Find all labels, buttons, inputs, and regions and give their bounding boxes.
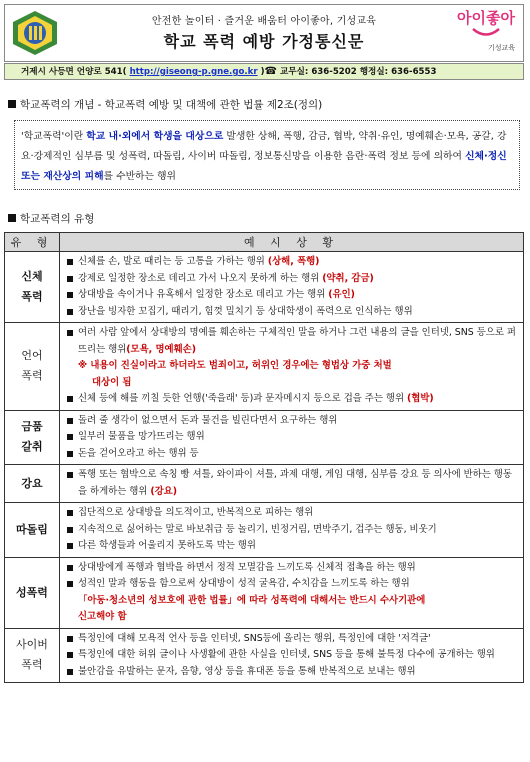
table-row: [5, 323, 524, 411]
type-cell: 신체 폭력: [5, 252, 60, 323]
example-cell: [60, 323, 524, 411]
brand-logo-text: 아이좋아: [457, 9, 515, 27]
table-row: [5, 465, 524, 503]
table-header-row: [5, 233, 524, 252]
school-address: 거제시 사등면 언양로 541(: [21, 67, 130, 77]
list-item: 다른 학생들과 어울리지 못하도록 막는 행위: [66, 538, 519, 555]
address-close: ): [257, 67, 265, 77]
brand-logo: [457, 11, 515, 57]
table-row: [5, 628, 524, 683]
smile-icon: [457, 26, 515, 40]
example-cell: [60, 557, 524, 628]
school-homepage-link[interactable]: http://giseong-p.gne.go.kr: [129, 67, 258, 77]
type-cell: 성폭력: [5, 557, 60, 628]
type-cell: 언어 폭력: [5, 323, 60, 411]
type-cell: 따돌림: [5, 503, 60, 558]
list-item: 강제로 일정한 장소로 데리고 가서 나오지 못하게 하는 행위 (약취, 감금): [66, 271, 519, 288]
list-item: 신체 등에 해를 끼칠 듯한 언행('죽을래' 등)과 문자메시지 등으로 겁을 주는 행위 (협박): [66, 391, 519, 408]
page-title: 학교 폭력 예방 가정통신문: [163, 32, 365, 51]
section-title-types: 학교폭력의 유형: [8, 211, 94, 226]
school-phone: 교무실: 636-5202 행정실: 636-6553: [277, 67, 437, 77]
legal-reference: 「아동·청소년의 성보호에 관한 법률」에 따라 성폭력에 대해서는 반드시 수사기관에 신고해야 함: [78, 594, 426, 622]
list-item: 돌려 줄 생각이 없으면서 돈과 물건을 빌린다면서 요구하는 행위: [66, 413, 519, 430]
list-item: 상대방에게 폭행과 협박을 하면서 정적 모멸감을 느끼도록 신체적 접촉을 하는 행위: [66, 560, 519, 577]
phone-icon: ☎: [264, 66, 277, 77]
table-row: [5, 557, 524, 628]
list-item: 특정인에 대해 모욕적 언사 등을 인터넷, SNS등에 올리는 행위, 특정인에 대한 '저격글': [66, 631, 519, 648]
table-row: [5, 410, 524, 465]
newsletter-header: [4, 4, 524, 62]
list-item: 여러 사람 앞에서 상대방의 명예를 훼손하는 구체적인 말을 하거나 그런 내용의 글을 인터넷, SNS 등으로 퍼뜨리는 행위(모욕, 명예훼손): [66, 325, 519, 358]
violence-types-table: [4, 232, 524, 683]
table-row: [5, 503, 524, 558]
brand-logo-sub: 기성교육: [487, 44, 515, 52]
school-slogan: 안전한 놀이터 · 즐거운 배움터 아이좋아, 기성교육: [151, 16, 377, 27]
list-item: 불안감을 유발하는 문자, 음향, 영상 등을 휴대폰 등을 통해 반복적으로 보내는 행위: [66, 664, 519, 681]
example-cell: [60, 252, 524, 323]
col-header-example: 예 시 상 황: [60, 233, 524, 252]
contact-bar: [4, 63, 524, 80]
example-cell: [60, 410, 524, 465]
square-bullet-icon: [8, 100, 16, 108]
list-item: 일부러 물품을 망가뜨리는 행위: [66, 429, 519, 446]
list-item: 돈을 걷어오라고 하는 행위 등: [66, 446, 519, 463]
example-cell: [60, 503, 524, 558]
list-item: 성적인 말과 행동을 함으로써 상대방이 성적 굴욕감, 수치감을 느끼도록 하는 행위: [66, 576, 519, 593]
list-item: 지속적으로 싫어하는 말로 바보취급 등 놀리기, 빈정거림, 면박주기, 겁주는 행동, 비웃기: [66, 522, 519, 539]
example-cell: [60, 465, 524, 503]
list-item: 특정인에 대한 허위 글이나 사생활에 관한 사실을 인터넷, SNS 등을 통해 불특정 다수에 공개하는 행위: [66, 647, 519, 664]
type-cell: 강요: [5, 465, 60, 503]
square-bullet-icon: [8, 214, 16, 222]
warning-note-cont: 대상이 됨: [92, 376, 132, 388]
type-cell: 금품 갈취: [5, 410, 60, 465]
list-item: 신체를 손, 발로 때리는 등 고통을 가하는 행위 (상해, 폭행): [66, 254, 519, 271]
definition-box: '학교폭력'이란 학교 내·외에서 학생을 대상으로 발생한 상해, 폭행, 감금, 협박, 약취·유인, 명예훼손·모욕, 공갈, 강요·강제적인 심부름 및 성폭력, 따돌림, 사이버 따돌림, 정보통신망을 이용한 음란·폭력 정보 등에 의하여 신체·정신 또는 재산상의 피해를 수반하는 행위: [14, 120, 520, 190]
list-item: 장난을 빙자한 꼬집기, 때리기, 힘껏 밀치기 등 상대학생이 폭력으로 인식하는 행위: [66, 304, 519, 321]
list-item: 폭행 또는 협박으로 속칭 빵 셔틀, 와이파이 셔틀, 과제 대행, 게임 대행, 심부름 강요 등 의사에 반하는 행동을 하게하는 행위 (강요): [66, 467, 519, 500]
example-cell: [60, 628, 524, 683]
section-title-concept: 학교폭력의 개념 - 학교폭력 예방 및 대책에 관한 법률 제2조(정의): [8, 97, 322, 112]
list-item: 상대방을 속이거나 유혹해서 일정한 장소로 데리고 가는 행위 (유인): [66, 287, 519, 304]
list-item: 집단적으로 상대방을 의도적이고, 반복적으로 피하는 행위: [66, 505, 519, 522]
type-cell: 사이버 폭력: [5, 628, 60, 683]
table-row: [5, 252, 524, 323]
col-header-type: 유 형: [5, 233, 60, 252]
warning-note: ※ 내용이 진실이라고 하더라도 범죄이고, 허위인 경우에는 형법상 가중 처벌: [78, 360, 392, 371]
